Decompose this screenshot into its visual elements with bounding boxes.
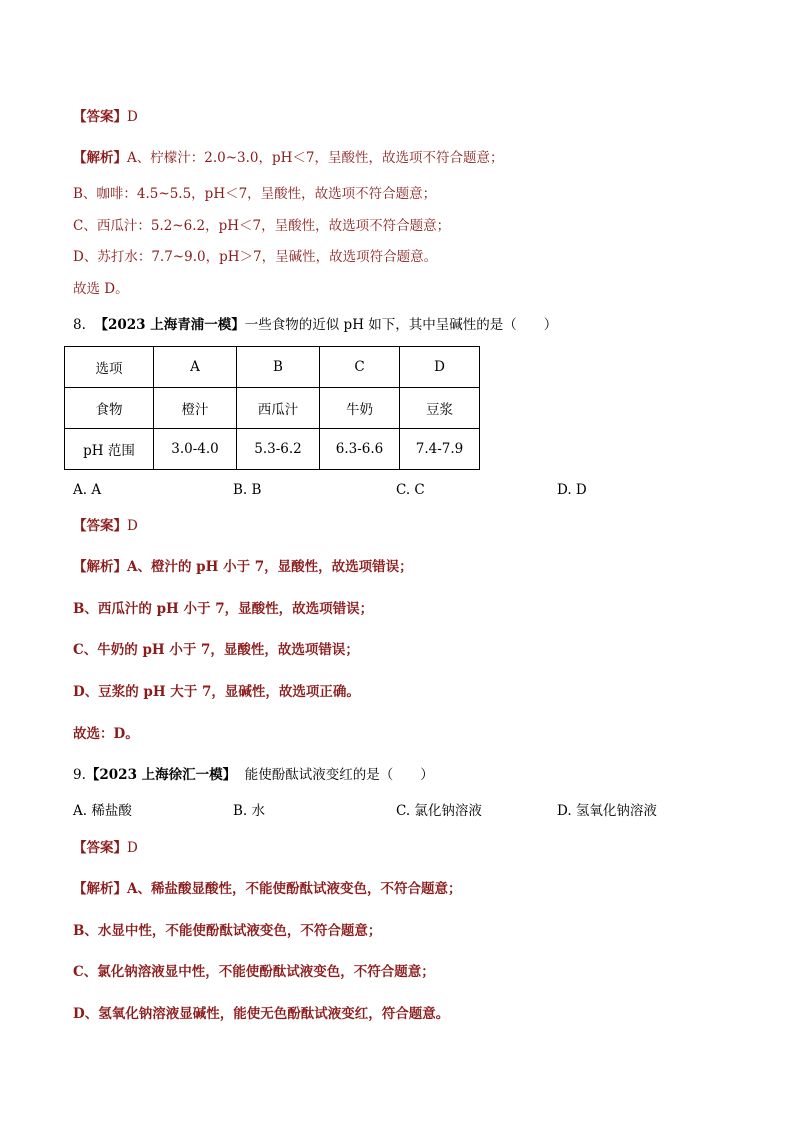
q8-conclusion: 故选：D。	[73, 726, 139, 742]
q9-stem-text: 能使酚酞试液变红的是（ ）	[244, 767, 434, 783]
q9-option-d: D. 氢氧化钠溶液	[557, 803, 657, 819]
q9-number: 9.	[73, 767, 86, 783]
q8-answer-value: D	[127, 518, 138, 534]
table-cell: 6.3-6.6	[320, 429, 400, 470]
table-cell: 牛奶	[320, 388, 400, 429]
q8-option-a: A. A	[73, 482, 102, 498]
q7-answer-value: D	[127, 109, 138, 125]
q8-option-d: D. D	[557, 482, 587, 498]
q7-analysis-line-2: B、咖啡：4.5~5.5，pH＜7，呈酸性，故选项不符合题意；	[73, 186, 437, 202]
q9-option-c: C. 氯化钠溶液	[396, 803, 482, 819]
q8-source: 【2023 上海青浦一模】	[94, 317, 245, 333]
table-row	[65, 347, 480, 388]
q8-analysis-line-2: B、西瓜汁的 pH 小于 7，显酸性，故选项错误；	[73, 601, 374, 617]
table-cell: 3.0-4.0	[154, 429, 237, 470]
table-row	[65, 429, 480, 470]
q9-answer-label: 【答案】	[73, 840, 127, 856]
table-cell: A	[154, 347, 237, 388]
table-cell: 豆浆	[400, 388, 480, 429]
q8-option-c: C. C	[396, 482, 425, 498]
table-cell: 西瓜汁	[237, 388, 320, 429]
q8-analysis-line-3: C、牛奶的 pH 小于 7，显酸性，故选项错误；	[73, 642, 359, 658]
table-cell: B	[237, 347, 320, 388]
q7-analysis-line-1: 【解析】A、柠檬汁：2.0~3.0，pH＜7，呈酸性，故选项不符合题意；	[73, 150, 504, 166]
q8-answer-label: 【答案】	[73, 518, 127, 534]
table-cell: pH 范围	[65, 429, 154, 470]
q8-number: 8.	[73, 317, 86, 333]
q8-analysis-label: 【解析】	[73, 559, 127, 575]
table-cell: 5.3-6.2	[237, 429, 320, 470]
q7-answer	[73, 107, 138, 127]
q7-conclusion: 故选 D。	[73, 281, 129, 297]
q9-analysis-line-2: B、水显中性，不能使酚酞试液变色，不符合题意；	[73, 923, 382, 939]
q8-stem-text: 一些食物的近似 pH 如下，其中呈碱性的是（ ）	[244, 317, 558, 333]
q8-stem	[73, 315, 557, 335]
q9-answer	[73, 838, 138, 858]
q8-ph-table	[64, 346, 480, 470]
q8-analysis-line-1: 【解析】A、橙汁的 pH 小于 7，显酸性，故选项错误；	[73, 559, 413, 575]
q8-option-b: B. B	[233, 482, 262, 498]
q7-analysis-line-4: D、苏打水：7.7~9.0，pH＞7，呈碱性，故选项符合题意。	[73, 249, 438, 265]
q7-answer-label: 【答案】	[73, 109, 127, 125]
q8-answer	[73, 516, 138, 536]
q9-stem	[73, 765, 434, 785]
q9-analysis-line-1: 【解析】A、稀盐酸显酸性，不能使酚酞试液变色，不符合题意；	[73, 881, 462, 897]
table-cell: 7.4-7.9	[400, 429, 480, 470]
table-cell: D	[400, 347, 480, 388]
table-cell: 食物	[65, 388, 154, 429]
q9-option-a: A. 稀盐酸	[73, 803, 132, 819]
q9-analysis-line-4: D、氢氧化钠溶液显碱性，能使无色酚酞试液变红，符合题意。	[73, 1006, 450, 1022]
q7-analysis-label: 【解析】	[73, 150, 127, 166]
q9-analysis-line-3: C、氯化钠溶液显中性，不能使酚酞试液变色，不符合题意；	[73, 964, 435, 980]
q9-analysis-label: 【解析】	[73, 881, 127, 897]
q9-answer-value: D	[127, 840, 138, 856]
q9-source: 【2023 上海徐汇一模】	[85, 767, 237, 783]
q8-analysis-line-4: D、豆浆的 pH 大于 7，显碱性，故选项正确。	[73, 684, 360, 700]
q9-option-b: B. 水	[233, 803, 266, 819]
table-row	[65, 388, 480, 429]
table-cell: C	[320, 347, 400, 388]
table-cell: 选项	[65, 347, 154, 388]
q7-analysis-line-3: C、西瓜汁：5.2~6.2，pH＜7，呈酸性，故选项不符合题意；	[73, 218, 451, 234]
table-cell: 橙汁	[154, 388, 237, 429]
